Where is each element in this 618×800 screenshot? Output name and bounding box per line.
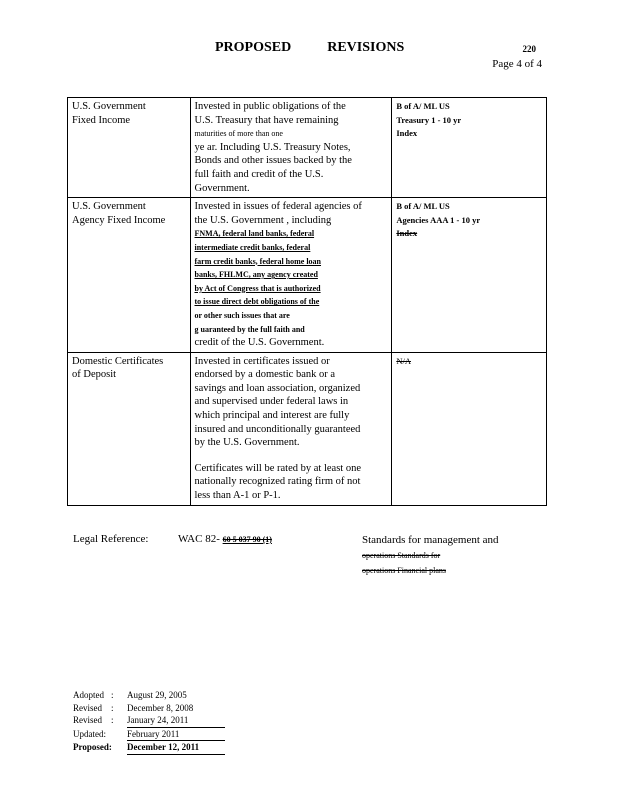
index-line: Index (396, 228, 418, 239)
category-line: Agency Fixed Income (72, 214, 166, 226)
table-row (68, 98, 547, 198)
description-cell (190, 98, 392, 198)
desc-line: Invested in certificates issued or (194, 355, 330, 367)
page-info: Page 4 of 4 (492, 58, 542, 70)
desc-line: FNMA, federal land banks, federal (194, 229, 315, 239)
history-label: Updated: (73, 728, 106, 739)
desc-line: farm credit banks, federal home loan (194, 256, 322, 266)
history-row (73, 728, 225, 742)
history-colon: : (111, 690, 114, 700)
desc-line: U.S. Treasury that have remaining (194, 114, 339, 126)
history-row (73, 714, 225, 728)
description-cell (190, 198, 392, 353)
desc-line: credit of the U.S. Government. (194, 337, 325, 349)
desc-line: by Act of Congress that is authorized (194, 283, 321, 293)
index-line: B of A/ ML US (396, 101, 450, 111)
desc-line: by the U.S. Government. (194, 437, 300, 449)
history-date: August 29, 2005 (127, 690, 187, 700)
desc-line: less than A-1 or P-1. (194, 490, 281, 502)
desc-line: and supervised under federal laws in (194, 396, 349, 408)
desc-line: g uaranteed by the full faith and (194, 324, 305, 334)
standards-line: Standards for management and (362, 534, 499, 546)
desc-line: Certificates will be rated by at least one (194, 462, 361, 474)
wac-prefix: WAC 82- (178, 533, 220, 545)
history-colon (111, 728, 127, 742)
category-line: Domestic Certificates (72, 355, 164, 367)
legal-reference-label: Legal Reference: (73, 533, 149, 545)
category-cell (68, 98, 191, 198)
standards-line: operations Financial plans (362, 566, 446, 575)
history-row (73, 702, 225, 715)
history-date: February 2011 (127, 728, 225, 742)
desc-line: endorsed by a domestic bank or a (194, 369, 336, 381)
index-line: Treasury 1 - 10 yr (396, 114, 462, 125)
desc-line: or other such issues that are (194, 310, 290, 320)
index-line: Agencies AAA 1 - 10 yr (396, 214, 481, 225)
history-colon: : (111, 715, 114, 725)
history-colon (111, 741, 127, 755)
category-line: of Deposit (72, 369, 117, 381)
history-row (73, 741, 225, 755)
revision-history (73, 689, 225, 755)
desc-line: ye ar. Including U.S. Treasury Notes, (194, 141, 351, 153)
desc-line: Bonds and other issues backed by the (194, 155, 352, 167)
category-line: Fixed Income (72, 114, 131, 126)
desc-line: banks, FHLMC, any agency created (194, 270, 318, 280)
desc-line: Invested in public obligations of the (194, 101, 346, 112)
desc-line: to issue direct debt obligations of the (194, 297, 320, 307)
desc-line: insured and unconditionally guaranteed (194, 423, 361, 435)
history-date: January 24, 2011 (127, 714, 225, 728)
standards-line: operations Standards for (362, 551, 441, 560)
desc-line: the U.S. Government , including (194, 214, 332, 226)
title-word-2: REVISIONS (327, 40, 405, 55)
category-line: U.S. Government (72, 201, 146, 213)
desc-line: Invested in issues of federal agencies of (194, 201, 362, 213)
desc-line: which principal and interest are fully (194, 410, 350, 422)
title-word-1: PROPOSED (215, 40, 292, 55)
page-number: 220 (522, 44, 536, 54)
index-line: B of A/ ML US (396, 201, 450, 212)
standards-text (362, 533, 522, 578)
history-date: December 8, 2008 (127, 702, 194, 713)
description-cell (190, 352, 392, 505)
category-line: U.S. Government (72, 101, 146, 112)
table-row (68, 352, 547, 505)
desc-line: full faith and credit of the U.S. (194, 168, 324, 180)
index-line: Index (396, 128, 418, 139)
wac-reference (178, 533, 272, 545)
desc-line: nationally recognized rating firm of not (194, 476, 361, 488)
history-row (73, 689, 225, 702)
index-cell (392, 98, 547, 198)
index-cell (392, 352, 547, 505)
history-label: Adopted (73, 690, 104, 700)
history-label: Proposed: (73, 742, 112, 752)
page-title (215, 40, 404, 56)
desc-line: savings and loan association, organized (194, 382, 361, 394)
history-colon: : (111, 702, 114, 713)
category-cell (68, 198, 191, 353)
desc-line: intermediate credit banks, federal (194, 242, 311, 252)
index-line: N/A (396, 355, 411, 366)
desc-line: Government. (194, 182, 250, 194)
table-row (68, 198, 547, 353)
wac-citation: 60 5 037 90 (1) (222, 535, 272, 544)
history-date: December 12, 2011 (127, 741, 225, 755)
investment-table (67, 97, 547, 506)
index-cell (392, 198, 547, 353)
history-label: Revised (73, 702, 102, 713)
desc-line: maturities of more than one (194, 129, 283, 139)
history-label: Revised (73, 715, 102, 725)
category-cell (68, 352, 191, 505)
